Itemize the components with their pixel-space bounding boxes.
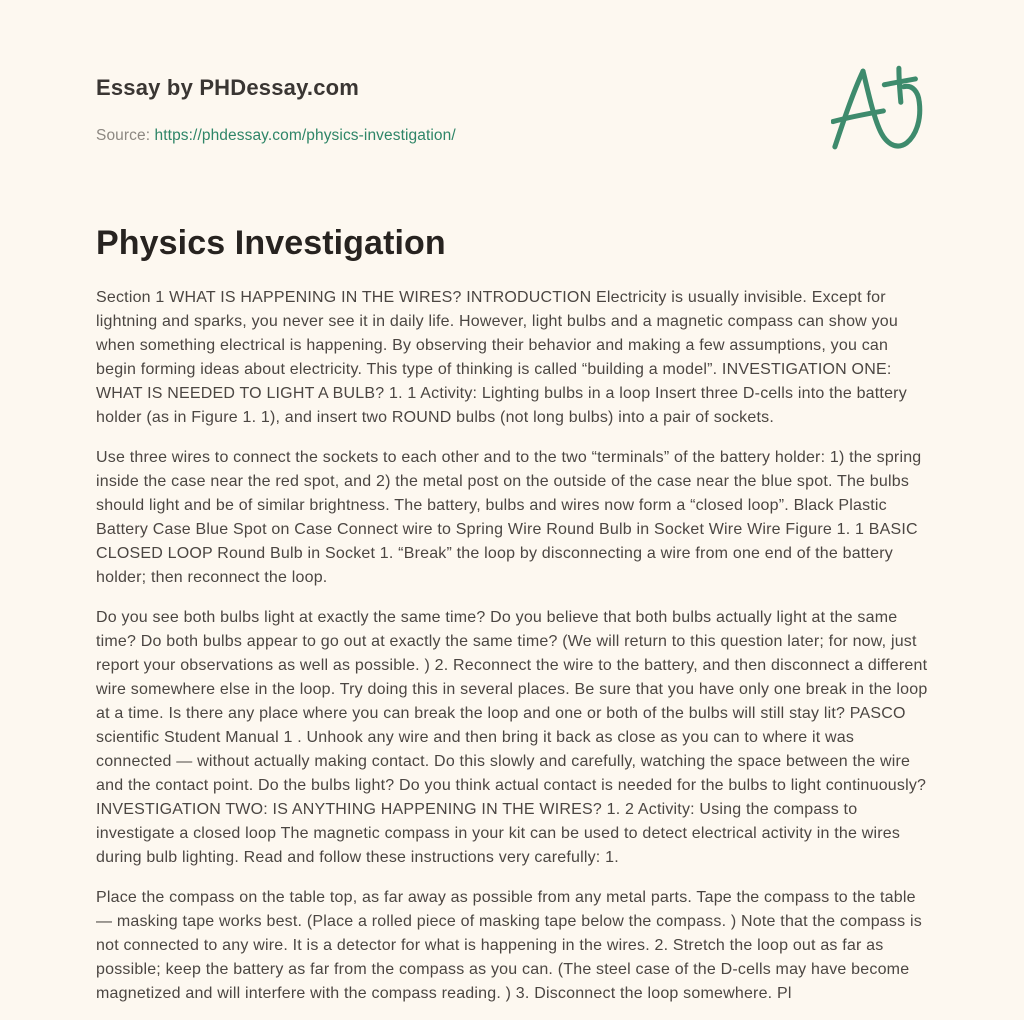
article [96,224,928,1006]
source-label: Source: [96,127,151,144]
byline: Essay by PHDessay.com [96,75,360,100]
phdessay-a-plus-logo-icon [831,64,928,154]
essay-paragraph: Do you see both bulbs light at exactly the same time? Do you believe that both bulbs actually light at the same time? Do both bulbs appear to go out at exactly the same time? (We will return to this question later; for now, just report your observations as well as possible. ) 2. Reconnect the wire to the battery, and then disconnect a different wire somewhere else in the loop. Try doing this in several places. Be sure that you have only one break in the loop at a time. Is there any place where you can break the loop and one or both of the bulbs will still stay lit? PASCO scientific Student Manual 1 . Unhook any wire and then bring it back as close as you can to where it was connected — without actually making contact. Do this slowly and carefully, watching the space between the wire and the contact point. Do the bulbs light? Do you think actual contact is needed for the bulbs to light continuously? INVESTIGATION TWO: IS ANYTHING HAPPENING IN THE WIRES? 1. 2 Activity: Using the compass to investigate a closed loop The magnetic compass in your kit can be used to detect electrical activity in the wires during bulb lighting. Read and follow these instructions very carefully: 1. [96,609,928,866]
essay-paragraph: Place the compass on the table top, as far away as possible from any metal parts. Tape the compass to the table — masking tape works best. (Place a rolled piece of masking tape below the compass. ) Note that the compass is not connected to any wire. It is a detector for what is happening in the wires. 2. Stretch the loop out as far as possible; keep the battery as far from the compass as you can. (The steel case of the D-cells may have become magnetized and will interfere with the compass reading. ) 3. Disconnect the loop somewhere. Pl [96,889,922,1002]
essay-paragraph: Use three wires to connect the sockets to each other and to the two “terminals” of the battery holder: 1) the spring inside the case near the red spot, and 2) the metal post on the outside of the case near the blue spot. The bulbs should light and be of similar brightness. The battery, bulbs and wires now form a “closed loop”. Black Plastic Battery Case Blue Spot on Case Connect wire to Spring Wire Round Bulb in Socket Wire Wire Figure 1. 1 BASIC CLOSED LOOP Round Bulb in Socket 1. “Break” the loop by disconnecting a wire from one end of the battery holder; then reconnect the loop. [96,449,922,586]
source-link[interactable]: https://phdessay.com/physics-investigation/ [154,127,456,144]
essay-paragraph: Section 1 WHAT IS HAPPENING IN THE WIRES? INTRODUCTION Electricity is usually invisible. Except for lightning and sparks, you never see it in daily life. However, light bulbs and a magnetic compass can show you when something electrical is happening. By observing their behavior and making a few assumptions, you can begin forming ideas about electricity. This type of thinking is called “building a model”. INVESTIGATION ONE: WHAT IS NEEDED TO LIGHT A BULB? 1. 1 Activity: Lighting bulbs in a loop Insert three D-cells into the battery holder (as in Figure 1. 1), and insert two ROUND bulbs (not long bulbs) into a pair of sockets. [96,289,907,426]
document-header [96,0,928,146]
page-title: Physics Investigation [96,224,446,262]
source-row [96,126,928,146]
essay-body [96,286,928,1006]
